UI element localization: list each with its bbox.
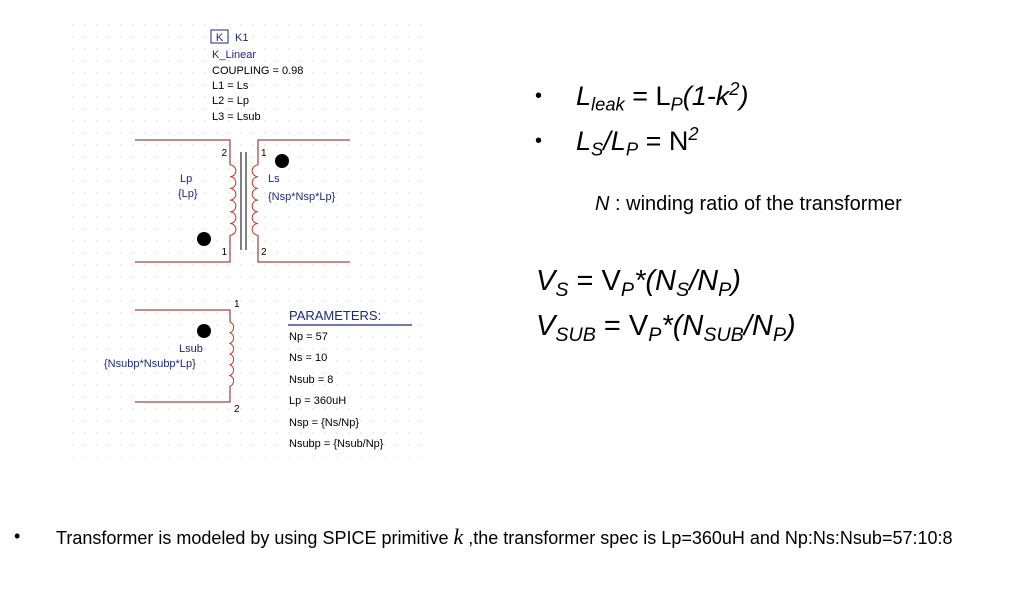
footer-text-before: Transformer is modeled by using SPICE primitive — [56, 528, 454, 548]
equation-ratio — [576, 123, 699, 161]
coupling-l2: L2 = Lp — [212, 95, 250, 107]
ls-pin-bottom: 2 — [261, 247, 267, 258]
lp-polarity-dot — [197, 232, 211, 246]
equation-vsub — [536, 310, 796, 347]
eq-ratio-equals: = N — [638, 126, 689, 157]
param-nsubp: Nsubp = {Nsub/Np} — [289, 438, 384, 450]
param-np: Np = 57 — [289, 331, 328, 343]
lp-pin-bottom: 1 — [221, 247, 227, 258]
note-n-var: N — [595, 193, 610, 215]
footer-text — [56, 526, 996, 549]
ls-pin-top: 1 — [261, 148, 267, 159]
coupling-name: K1 — [235, 32, 249, 44]
eq-ratio-l: L — [576, 126, 592, 157]
eq-vsub-equals: = V — [595, 310, 649, 342]
ls-polarity-dot — [275, 154, 289, 168]
coupling-box-label: K — [215, 32, 224, 44]
eq-ratio-sq: 2 — [688, 123, 699, 144]
lsub-value: {Nsubp*Nsubp*Lp} — [104, 358, 196, 370]
bullet-ratio: • — [535, 130, 543, 152]
eq-vsub-np-sub: P — [772, 323, 786, 346]
eq-ratio-p-sub: P — [625, 138, 639, 160]
eq-vsub-v: V — [536, 310, 556, 342]
lp-name: Lp — [180, 173, 193, 185]
eq-leak-sub: leak — [591, 93, 625, 115]
lsub-pin-top: 1 — [234, 299, 240, 310]
eq-vsub-nsub-sub: SUB — [703, 323, 744, 346]
eq-leak-l: L — [576, 81, 592, 112]
lsub-polarity-dot — [197, 324, 211, 338]
eq-vs-s-sub: S — [555, 278, 569, 301]
equation-vs — [536, 265, 741, 302]
lp-value: {Lp} — [178, 188, 198, 200]
parameters-title: PARAMETERS: — [289, 308, 382, 323]
ls-value: {Nsp*Nsp*Lp} — [268, 191, 336, 203]
eq-ratio-s-sub: S — [591, 138, 604, 160]
bullet-leak: • — [535, 85, 543, 107]
lsub-name: Lsub — [179, 343, 203, 355]
eq-leak-sq: 2 — [729, 78, 740, 99]
eq-leak-p-sub: P — [670, 93, 683, 115]
param-nsp: Nsp = {Ns/Np} — [289, 417, 360, 429]
coupling-l1: L1 = Ls — [212, 80, 249, 92]
eq-vs-slash: /N — [689, 265, 719, 297]
eq-vs-np-sub: P — [718, 278, 732, 301]
lsub-pin-bottom: 2 — [234, 404, 240, 415]
eq-vs-ns-sub: S — [675, 278, 690, 301]
note-n-text: : winding ratio of the transformer — [609, 193, 902, 215]
eq-vsub-mid: *(N — [661, 310, 704, 342]
coupling-model: K_Linear — [212, 49, 257, 61]
winding-ratio-note — [595, 193, 902, 216]
eq-leak-equals: = L — [624, 81, 671, 112]
ls-name: Ls — [268, 173, 280, 185]
eq-vs-close: ) — [731, 265, 741, 297]
footer-k-var: k — [453, 524, 464, 549]
param-ns: Ns = 10 — [289, 352, 328, 364]
eq-vs-v: V — [536, 265, 556, 297]
eq-leak-close: ) — [739, 81, 749, 112]
lp-pin-top: 2 — [221, 148, 227, 159]
param-nsub: Nsub = 8 — [289, 374, 334, 386]
eq-vsub-close: ) — [785, 310, 796, 342]
eq-vs-equals: = V — [568, 265, 621, 297]
coupling-l3: L3 = Lsub — [212, 111, 261, 123]
param-lp: Lp = 360uH — [289, 395, 347, 407]
coupling-value: COUPLING = 0.98 — [212, 65, 304, 77]
eq-ratio-slash: /L — [603, 126, 626, 157]
equation-leakage — [576, 78, 748, 116]
eq-leak-rest: (1-k — [682, 81, 730, 112]
eq-vsub-slash: /N — [743, 310, 773, 342]
footer-text-after: ,the transformer spec is Lp=360uH and Np:Ns:Nsub=57:10:8 — [463, 528, 953, 548]
eq-vs-p-sub: P — [620, 278, 635, 301]
eq-vsub-p-sub: P — [648, 323, 662, 346]
eq-vs-mid: *(N — [634, 265, 676, 297]
schematic-grid — [72, 22, 427, 457]
eq-vsub-sub-sub: SUB — [555, 323, 596, 346]
footer-bullet: • — [14, 526, 21, 546]
